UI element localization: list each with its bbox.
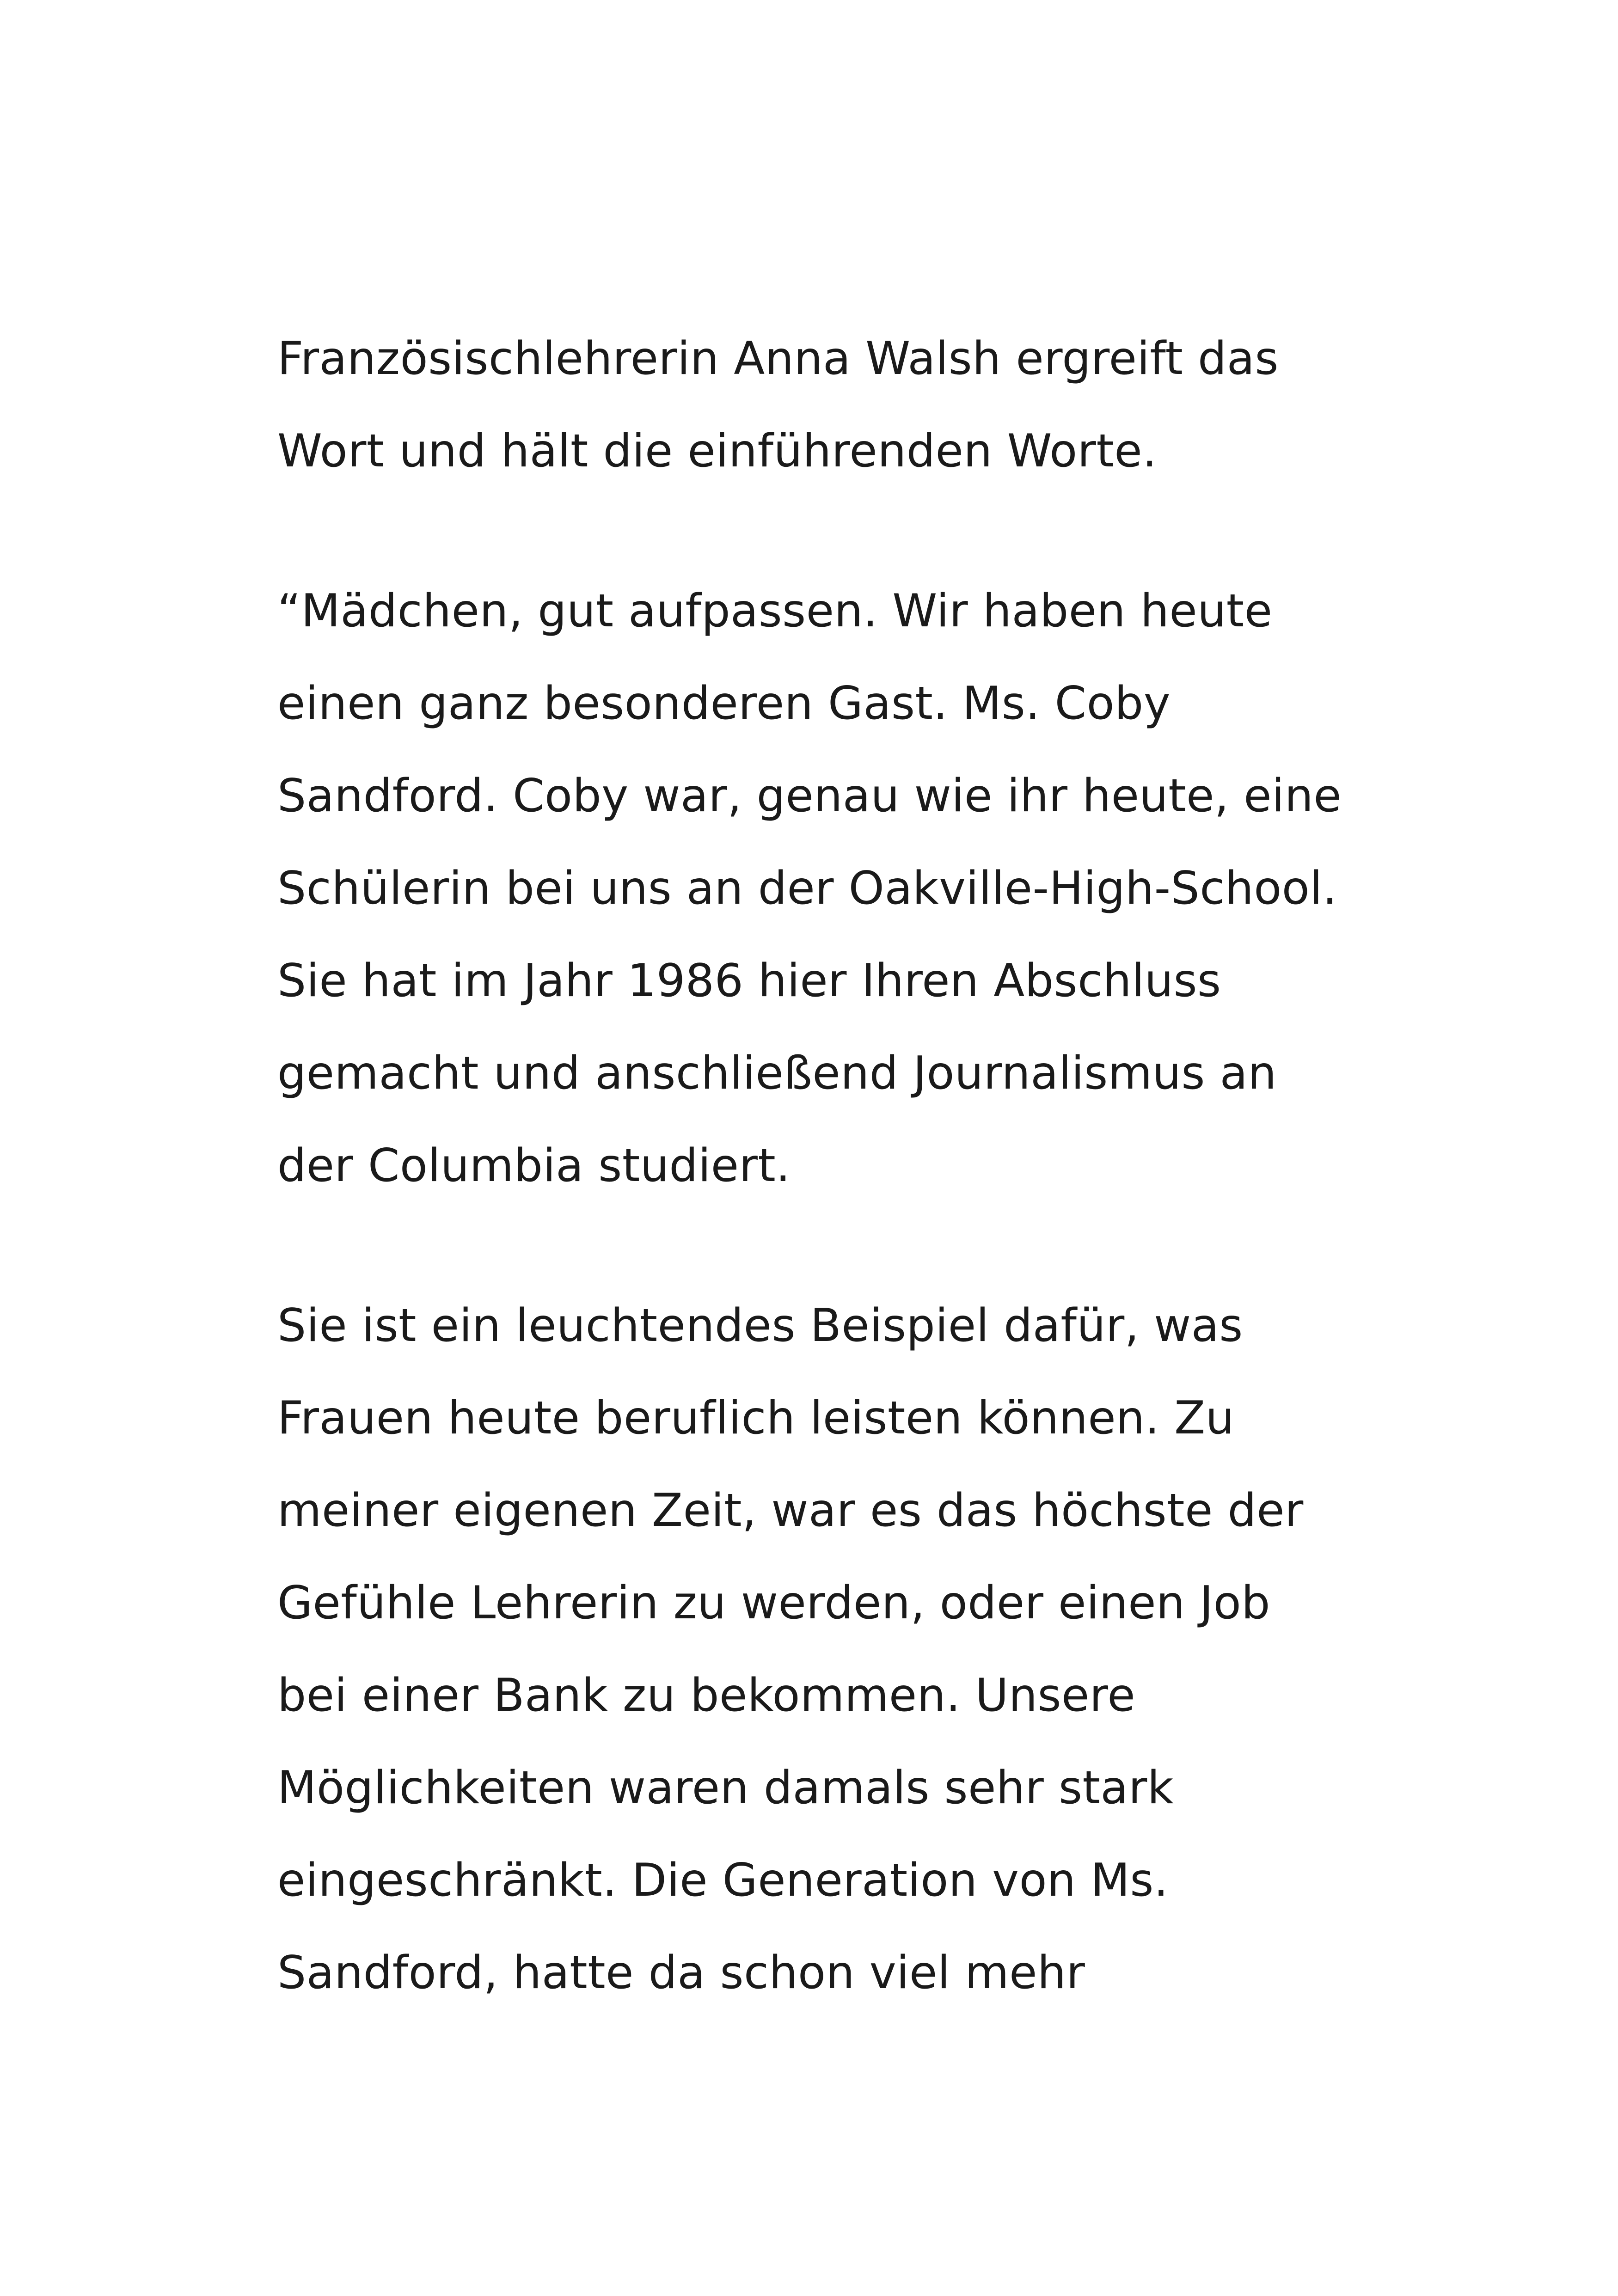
- text-line: einen ganz besonderen Gast. Ms. Coby: [277, 677, 1171, 730]
- text-line: bei einer Bank zu bekommen. Unsere: [277, 1669, 1136, 1722]
- text-line: Französischlehrerin Anna Walsh ergreift das: [277, 332, 1279, 385]
- paragraph-spacer: [277, 1212, 1387, 1280]
- text-line: “Mädchen, gut aufpassen. Wir haben heute: [277, 585, 1273, 637]
- text-line: Sandford, hatte da schon viel mehr: [277, 1947, 1085, 1999]
- body-text: [277, 312, 1387, 2019]
- text-line: Wort und hält die einführenden Worte.: [277, 425, 1157, 478]
- paragraph-spacer: [277, 497, 1387, 565]
- text-line: der Columbia studiert.: [277, 1139, 791, 1192]
- text-line: meiner eigenen Zeit, war es das höchste der: [277, 1484, 1304, 1537]
- text-line: Gefühle Lehrerin zu werden, oder einen Job: [277, 1577, 1270, 1629]
- paragraph-2: [277, 565, 1387, 1212]
- text-line: Sie ist ein leuchtendes Beispiel dafür, was: [277, 1299, 1243, 1352]
- text-line: gemacht und anschließend Journalismus an: [277, 1047, 1277, 1100]
- paragraph-1: [277, 312, 1387, 497]
- text-line: Frauen heute beruflich leisten können. Zu: [277, 1392, 1235, 1445]
- text-line: eingeschränkt. Die Generation von Ms.: [277, 1854, 1169, 1907]
- text-line: Möglichkeiten waren damals sehr stark: [277, 1762, 1174, 1814]
- text-line: Schülerin bei uns an der Oakville-High-School.: [277, 862, 1337, 915]
- text-line: Sandford. Coby war, genau wie ihr heute, eine: [277, 770, 1342, 822]
- text-line: Sie hat im Jahr 1986 hier Ihren Abschluss: [277, 955, 1221, 1007]
- paragraph-3: [277, 1280, 1387, 2019]
